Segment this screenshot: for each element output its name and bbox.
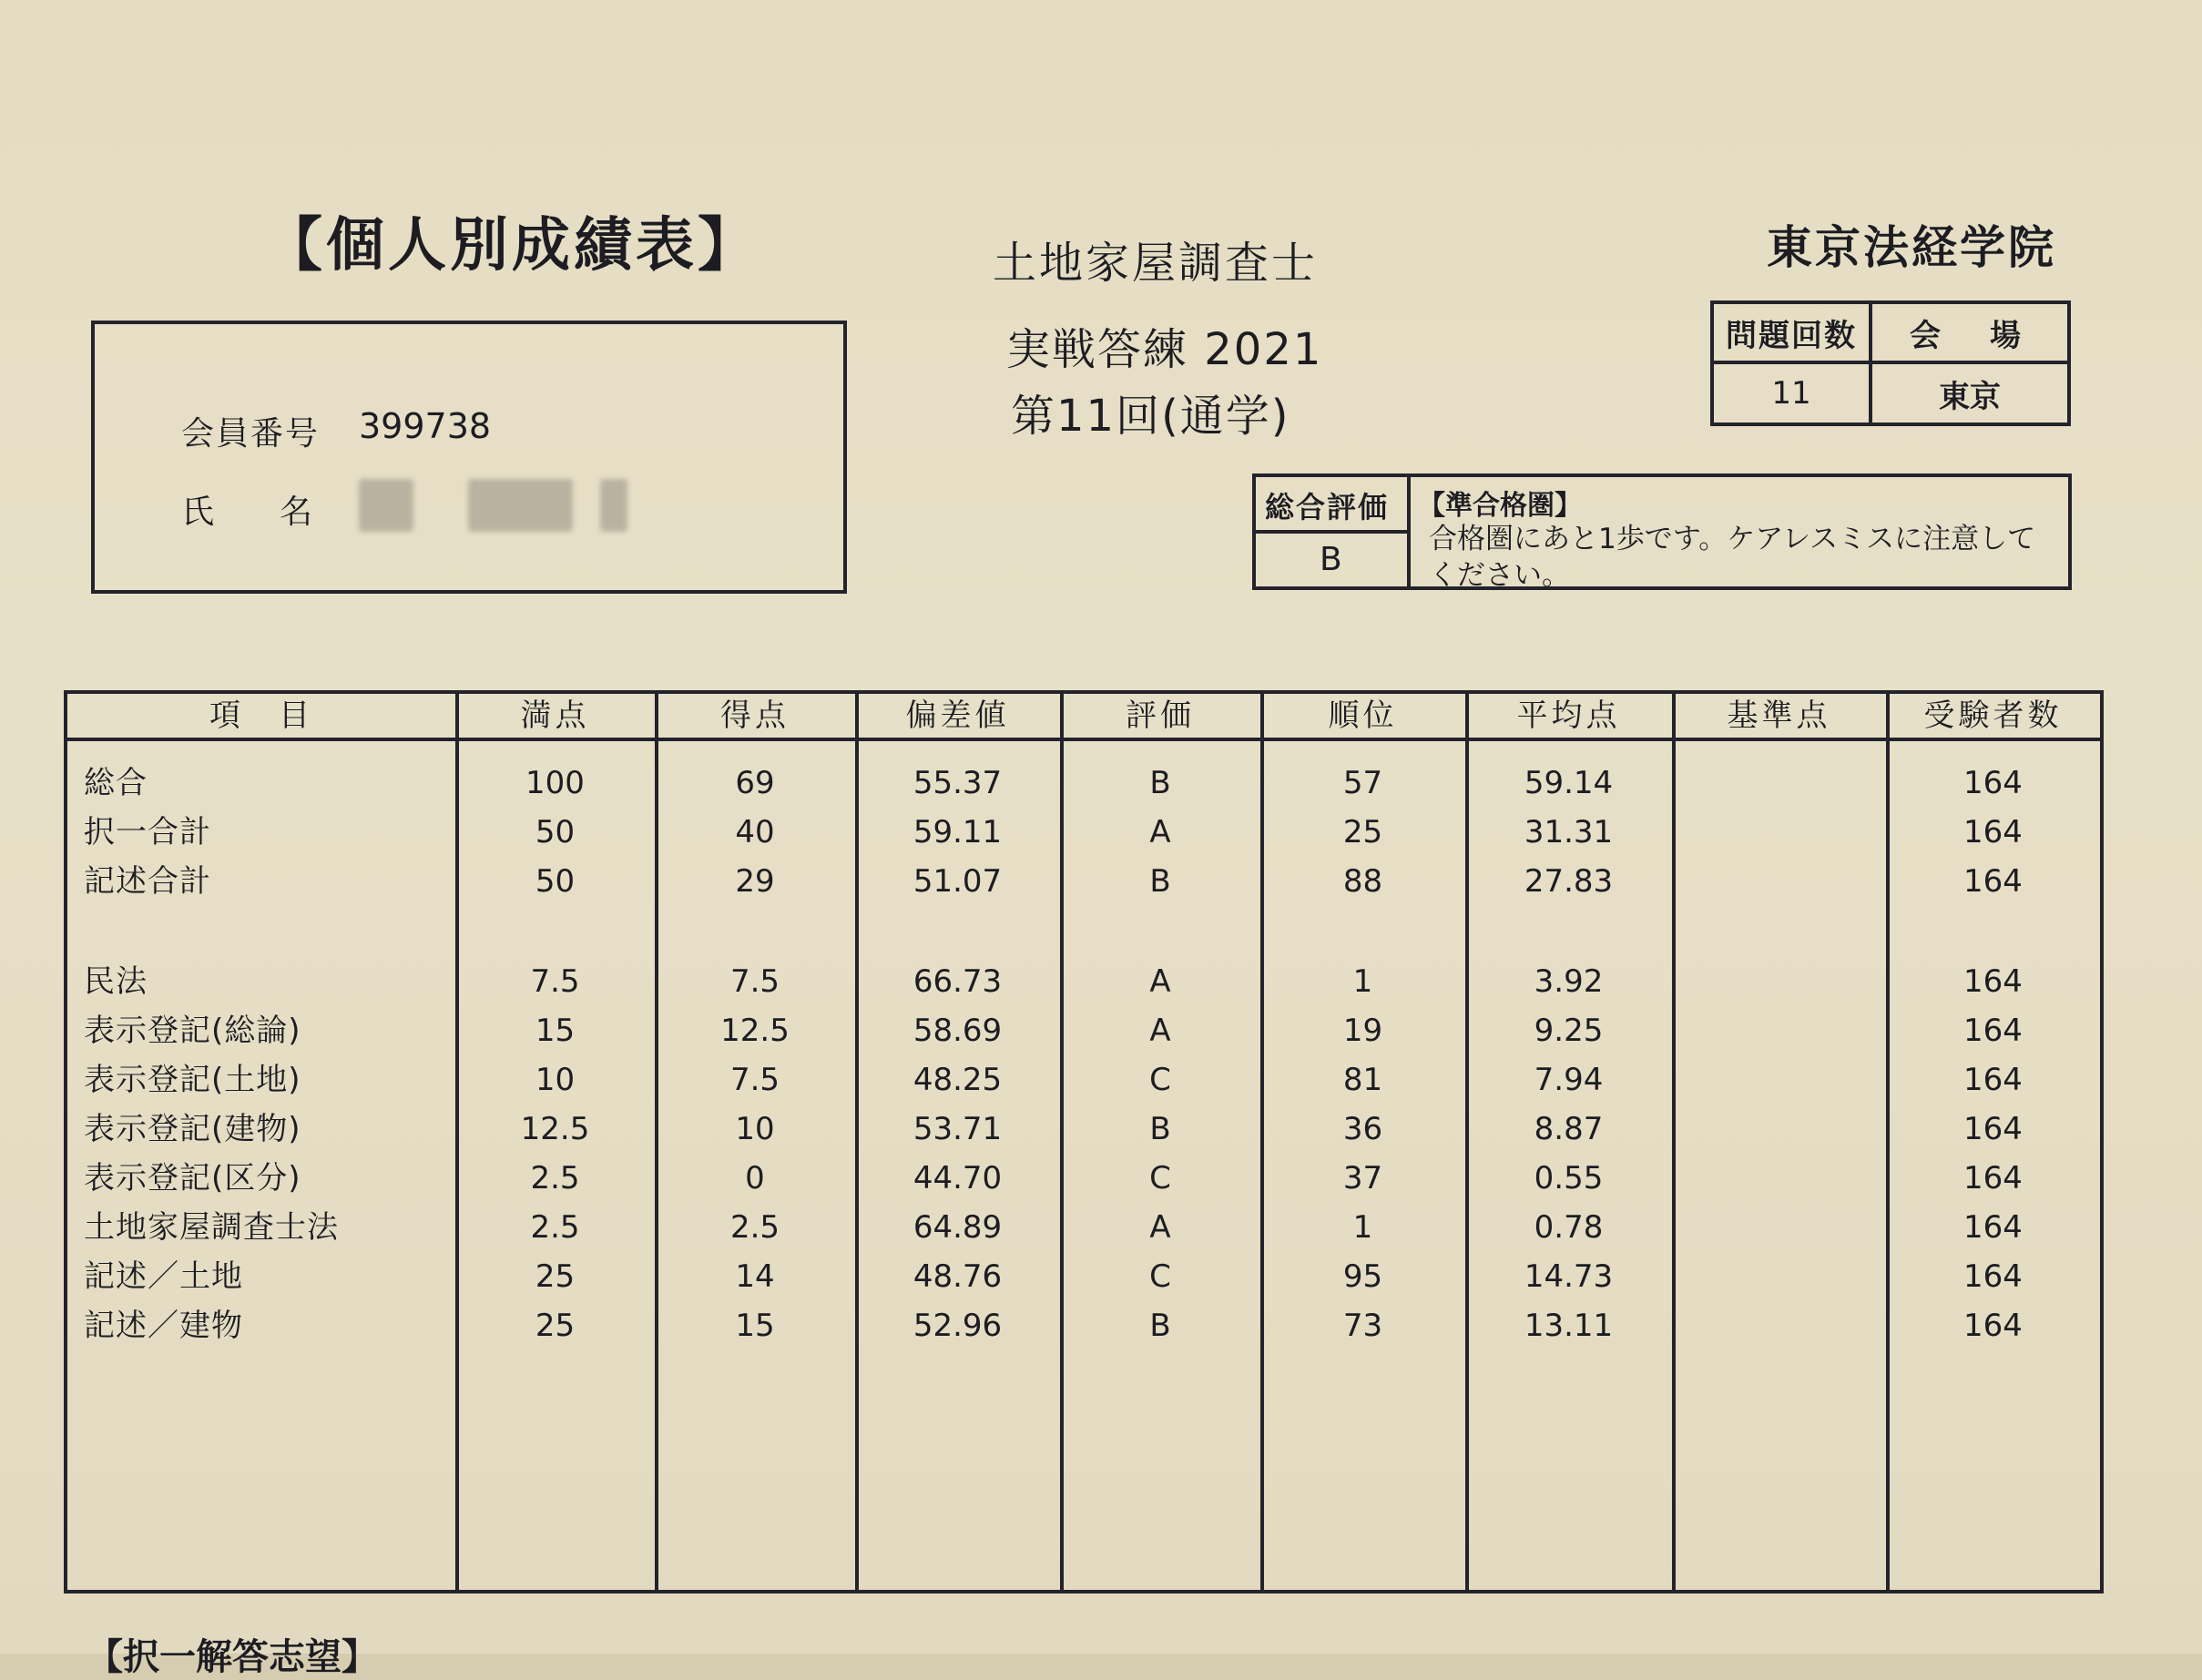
- cell-standard: [1672, 1007, 1886, 1054]
- cell-max: 50: [535, 814, 576, 850]
- cell-average: 9.25: [1534, 1013, 1604, 1049]
- cell-max: 25: [535, 1258, 576, 1295]
- evaluation-comment-line1: 合格圏にあと1歩です。ケアレスミスに注意して: [1429, 523, 2036, 555]
- cell-grade: C: [1149, 1160, 1171, 1196]
- cell-standard: [1672, 1155, 1886, 1202]
- cell-grade: A: [1149, 963, 1171, 1000]
- cell-average: 14.73: [1524, 1258, 1614, 1295]
- cell-score: 69: [735, 765, 775, 801]
- cell-grade: A: [1149, 1013, 1171, 1049]
- member-info-box: [91, 321, 847, 594]
- cell-grade: B: [1149, 1308, 1171, 1344]
- cell-score: 2.5: [729, 1209, 780, 1246]
- cell-average: 59.14: [1524, 765, 1614, 801]
- cell-standard: [1672, 809, 1886, 856]
- cell-rank: 25: [1342, 814, 1383, 850]
- member-number-label: 会員番号: [181, 415, 321, 453]
- cell-deviation: 48.25: [912, 1062, 1003, 1098]
- overall-evaluation-label: 総合評価: [1265, 490, 1390, 524]
- cell-average: 13.11: [1524, 1308, 1614, 1344]
- cell-item: 記述／土地: [84, 1258, 243, 1295]
- evaluation-comment-line2: ください。: [1429, 559, 1570, 592]
- cell-grade: A: [1149, 814, 1171, 850]
- cell-item: 択一合計: [84, 814, 211, 850]
- cell-standard: [1672, 759, 1886, 807]
- column-header-score: 得点: [720, 697, 790, 734]
- cell-average: 3.92: [1534, 963, 1604, 1000]
- column-header-deviation: 偏差値: [905, 697, 1010, 734]
- cell-score: 15: [735, 1308, 775, 1344]
- score-table: [64, 690, 2104, 1593]
- cell-max: 50: [535, 863, 576, 900]
- evaluation-comment-title: 【準合格圏】: [1418, 490, 1582, 522]
- cell-deviation: 55.37: [912, 765, 1003, 801]
- cell-deviation: 66.73: [912, 963, 1003, 1000]
- member-number-value: 399738: [359, 406, 492, 446]
- cell-rank: 57: [1342, 765, 1383, 801]
- cell-score: 10: [735, 1111, 775, 1147]
- column-header-examinees: 受験者数: [1923, 697, 2063, 734]
- cell-average: 8.87: [1534, 1111, 1604, 1147]
- cell-grade: C: [1149, 1258, 1171, 1295]
- cell-examinees: 164: [1963, 1308, 2023, 1344]
- cell-examinees: 164: [1963, 1258, 2023, 1295]
- cell-grade: A: [1149, 1209, 1171, 1246]
- cell-score: 0: [745, 1160, 765, 1196]
- cell-max: 25: [535, 1308, 576, 1344]
- cell-examinees: 164: [1963, 1209, 2023, 1246]
- redacted-name: [600, 479, 627, 532]
- cell-average: 7.94: [1534, 1062, 1604, 1098]
- report-title: 【個人別成績表】: [264, 212, 759, 280]
- cell-standard: [1672, 858, 1886, 905]
- cell-deviation: 44.70: [912, 1160, 1003, 1196]
- cell-examinees: 164: [1963, 765, 2023, 801]
- exam-info-table: [1710, 300, 2071, 426]
- footer-section-title: 【択一解答志望】: [87, 1636, 378, 1678]
- cell-item: 民法: [84, 963, 148, 1000]
- cell-rank: 37: [1342, 1160, 1383, 1196]
- cell-max: 12.5: [520, 1111, 590, 1147]
- cell-examinees: 164: [1963, 1013, 2023, 1049]
- cell-average: 0.78: [1534, 1209, 1604, 1246]
- cell-deviation: 48.76: [912, 1258, 1003, 1295]
- venue-value: 東京: [1871, 362, 2069, 424]
- cell-score: 7.5: [729, 963, 780, 1000]
- cell-item: 記述／建物: [84, 1308, 243, 1344]
- cell-max: 10: [535, 1062, 576, 1098]
- cell-item: 表示登記(土地): [84, 1062, 301, 1098]
- name-label: 氏 名: [181, 494, 330, 531]
- cell-standard: [1672, 1105, 1886, 1153]
- cell-examinees: 164: [1963, 1111, 2023, 1147]
- cell-average: 31.31: [1524, 814, 1614, 850]
- cell-standard: [1672, 1204, 1886, 1251]
- cell-item: 表示登記(総論): [84, 1013, 301, 1049]
- divider: [1407, 477, 1411, 586]
- exam-round: 第11回(通学): [1011, 391, 1290, 442]
- column-header-standard: 基準点: [1727, 697, 1831, 734]
- cell-standard: [1672, 1253, 1886, 1300]
- cell-average: 0.55: [1534, 1160, 1604, 1196]
- cell-examinees: 164: [1963, 1160, 2023, 1196]
- cell-rank: 81: [1342, 1062, 1383, 1098]
- exam-count-value: 11: [1712, 362, 1871, 424]
- cell-item: 表示登記(区分): [84, 1160, 301, 1196]
- cell-rank: 1: [1352, 1209, 1373, 1246]
- cell-item: 表示登記(建物): [84, 1111, 301, 1147]
- cell-rank: 88: [1342, 863, 1383, 900]
- cell-rank: 36: [1342, 1111, 1383, 1147]
- venue-header: 会 場: [1871, 302, 2069, 362]
- cell-max: 2.5: [530, 1160, 580, 1196]
- cell-standard: [1672, 1302, 1886, 1349]
- cell-grade: C: [1149, 1062, 1171, 1098]
- cell-item: 土地家屋調査士法: [84, 1209, 339, 1246]
- redacted-name: [468, 479, 573, 532]
- redacted-name: [359, 479, 413, 532]
- cell-deviation: 64.89: [912, 1209, 1003, 1246]
- cell-max: 2.5: [530, 1209, 580, 1246]
- cell-examinees: 164: [1963, 963, 2023, 1000]
- column-header-item: 項 目: [209, 697, 313, 734]
- cell-rank: 95: [1342, 1258, 1383, 1295]
- divider: [1256, 530, 1407, 534]
- cell-score: 14: [735, 1258, 775, 1295]
- cell-examinees: 164: [1963, 1062, 2023, 1098]
- cell-score: 7.5: [729, 1062, 780, 1098]
- cell-deviation: 53.71: [912, 1111, 1003, 1147]
- cell-max: 100: [525, 765, 585, 801]
- cell-examinees: 164: [1963, 814, 2023, 850]
- cell-deviation: 59.11: [912, 814, 1003, 850]
- overall-grade: B: [1320, 541, 1342, 578]
- column-header-average: 平均点: [1516, 697, 1621, 734]
- cell-item: 記述合計: [84, 863, 211, 900]
- cell-average: 27.83: [1524, 863, 1614, 900]
- header-divider: [67, 738, 2100, 741]
- cell-standard: [1672, 958, 1886, 1005]
- cell-max: 15: [535, 1013, 576, 1049]
- cell-grade: B: [1149, 1111, 1171, 1147]
- column-header-max: 満点: [520, 697, 590, 734]
- school-name: 東京法経学院: [1767, 221, 2056, 274]
- cell-rank: 73: [1342, 1308, 1383, 1344]
- column-header-rank: 順位: [1328, 697, 1398, 734]
- exam-count-header: 問題回数: [1712, 302, 1871, 362]
- cell-item: 総合: [84, 765, 148, 801]
- cell-score: 12.5: [720, 1013, 790, 1049]
- cell-examinees: 164: [1963, 863, 2023, 900]
- cell-grade: B: [1149, 765, 1171, 801]
- cell-max: 7.5: [530, 963, 580, 1000]
- cell-score: 40: [735, 814, 775, 850]
- cell-score: 29: [735, 863, 775, 900]
- cell-standard: [1672, 1056, 1886, 1104]
- cell-deviation: 52.96: [912, 1308, 1003, 1344]
- column-header-grade: 評価: [1126, 697, 1195, 734]
- exam-series: 実戦答練 2021: [1006, 324, 1323, 375]
- cell-grade: B: [1149, 863, 1171, 900]
- cell-deviation: 51.07: [912, 863, 1003, 900]
- cell-rank: 1: [1352, 963, 1373, 1000]
- cell-deviation: 58.69: [912, 1013, 1003, 1049]
- exam-subject: 土地家屋調査士: [993, 238, 1319, 289]
- overall-evaluation-box: [1252, 473, 2072, 590]
- cell-rank: 19: [1342, 1013, 1383, 1049]
